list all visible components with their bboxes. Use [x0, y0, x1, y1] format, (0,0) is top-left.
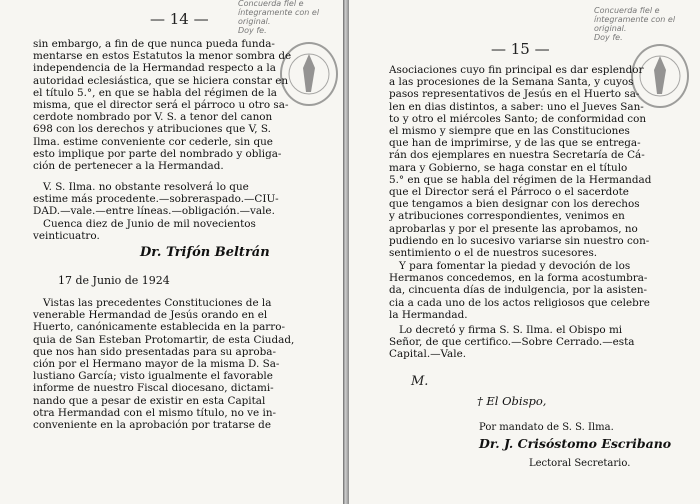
text-line: cia a cada uno de los actos religiosos que celebre: [389, 296, 650, 309]
text-line: que nos han sido presentadas para su aproba-: [33, 345, 276, 358]
right-paragraph-3: [389, 324, 659, 361]
decree-date: 17 de Junio de 1924: [58, 274, 170, 287]
text-line: 5.° en que se habla del régimen de la Hermandad: [389, 173, 652, 186]
text-line: len en dias distintos, a saber: uno el Jueves San-: [389, 100, 644, 113]
left-paragraph-2: [33, 181, 298, 242]
text-line: lustiano García; visto igualmente el favorable: [33, 370, 273, 383]
stamp-line: Concuerda fiel e: [238, 0, 304, 8]
text-line: a las procesiones de la Semana Santa, y cuyos: [389, 76, 634, 89]
text-line: ción de pertenecer a la Hermandad.: [33, 160, 224, 173]
text-line: informe de nuestro Fiscal diocesano, dictami-: [33, 382, 274, 395]
text-line: pasos representativos de Jesús en el Huerto sa-: [389, 88, 640, 101]
text-line: que tengamos a bien designar con los derechos: [389, 198, 640, 211]
text-line: 698 con los derechos y atribuciones que V, S.: [33, 123, 271, 136]
stamp-line: Doy fe.: [238, 26, 267, 35]
text-line: Huerto, canónicamente establecida en la parro-: [33, 321, 285, 334]
text-line: Asociaciones cuyo fin principal es dar esplendor: [389, 64, 644, 76]
page-number-right: — 15 —: [491, 40, 550, 58]
text-line: el mismo y siempre que en las Constituciones: [389, 125, 630, 138]
text-line: pudiendo en lo sucesivo variarse sin nuestro con-: [389, 234, 650, 247]
text-line: Cuenca diez de Junio de mil novecientos: [43, 217, 256, 230]
stamp-line: original.: [594, 24, 627, 33]
left-paragraph-3: [33, 297, 298, 431]
text-line: Hermanos concedemos, en la forma acostumbra-: [389, 272, 648, 285]
stamp-line: íntegramente con el: [238, 8, 320, 17]
text-line: to y otro el miércoles Santo; de conformidad con: [389, 112, 647, 125]
secretary-title: Lectoral Secretario.: [529, 458, 631, 469]
text-line: ción por el Hermano mayor de la misma D. Sa-: [33, 358, 280, 371]
text-line: autoridad eclesiástica, que se hiciera constar en: [33, 74, 289, 87]
text-line: sin embargo, a fin de que nunca pueda funda-: [33, 38, 275, 50]
text-line: el título 5.°, en que se habla del régimen de la: [33, 86, 277, 99]
stamp-right: [594, 6, 675, 42]
stamp-line: original.: [238, 17, 271, 26]
stamp-left: [238, 0, 319, 35]
text-line: independencia de la Hermandad respecto a la: [33, 62, 276, 75]
text-line: esto implique por parte del nombrado y obliga-: [33, 147, 282, 160]
text-line: aprobarlas y por el presente las aprobamos, no: [389, 222, 638, 235]
right-page: [349, 0, 700, 504]
secretary-signature: Dr. J. Crisóstomo Escribano: [479, 436, 672, 451]
stamp-line: Concuerda fiel e: [594, 6, 660, 15]
text-line: Señor, de que certifico.—Sobre Cerrado.—esta: [389, 336, 635, 349]
text-line: Vistas las precedentes Constituciones de la: [43, 297, 272, 309]
text-line: cerdote nombrado por V. S. a tenor del canon: [33, 111, 273, 124]
left-page: [0, 0, 343, 504]
stamp-line: Doy fe.: [594, 33, 623, 42]
left-paragraph-1: [33, 38, 298, 172]
text-line: Lo decretó y firma S. S. Ilma. el Obispo mi: [399, 324, 623, 336]
signature-beltran: Dr. Trifón Beltrán: [140, 245, 270, 260]
right-paragraph-1: [389, 64, 659, 259]
text-line: la Hermandad.: [389, 308, 468, 321]
text-line: Ilma. estime conveniente cor cederle, sin que: [33, 135, 273, 148]
text-line: mara y Gobierno, se haga constar en el título: [389, 161, 628, 174]
text-line: que el Director será el Párroco o el sacerdote: [389, 186, 629, 199]
text-line: sentimiento o el de nuestros sucesores.: [389, 247, 598, 260]
text-line: estime más procedente.—sobreraspado.—CIU-: [33, 193, 279, 206]
stamp-line: íntegramente con el: [594, 15, 676, 24]
handwritten-initial: M.: [411, 374, 429, 389]
text-line: que han de imprimirse, y de las que se entrega-: [389, 137, 641, 150]
page-number-left: — 14 —: [150, 10, 209, 28]
text-line: mentarse en estos Estatutos la menor sombra de: [33, 50, 292, 63]
mandate-text: Por mandato de S. S. Ilma.: [479, 422, 614, 433]
text-line: y atribuciones correspondientes, venimos en: [389, 210, 625, 223]
text-line: Capital.—Vale.: [389, 348, 467, 361]
text-line: nando que a pesar de existir en esta Capital: [33, 394, 266, 407]
text-line: misma, que el director será el párroco u otro sa-: [33, 99, 289, 112]
text-line: venerable Hermandad de Jesús orando en el: [33, 309, 268, 322]
text-line: Y para fomentar la piedad y devoción de los: [399, 260, 631, 272]
text-line: veinticuatro.: [33, 229, 100, 242]
text-line: V. S. Ilma. no obstante resolverá lo que: [43, 181, 249, 193]
text-line: conveniente en la aprobación por tratarse de: [33, 419, 271, 432]
text-line: otra Hermandad con el mismo título, no ve in-: [33, 406, 277, 419]
text-line: DAD.—vale.—entre líneas.—obligación.—vale.: [33, 205, 275, 218]
text-line: rán dos ejemplares en nuestra Secretaría de Cá-: [389, 149, 645, 162]
right-paragraph-2: [389, 260, 659, 321]
text-line: da, cincuenta días de indulgencia, por la asisten-: [389, 284, 648, 297]
text-line: quia de San Esteban Protomartir, de esta Ciudad,: [33, 333, 295, 346]
bishop-signature: † El Obispo,: [477, 394, 547, 408]
